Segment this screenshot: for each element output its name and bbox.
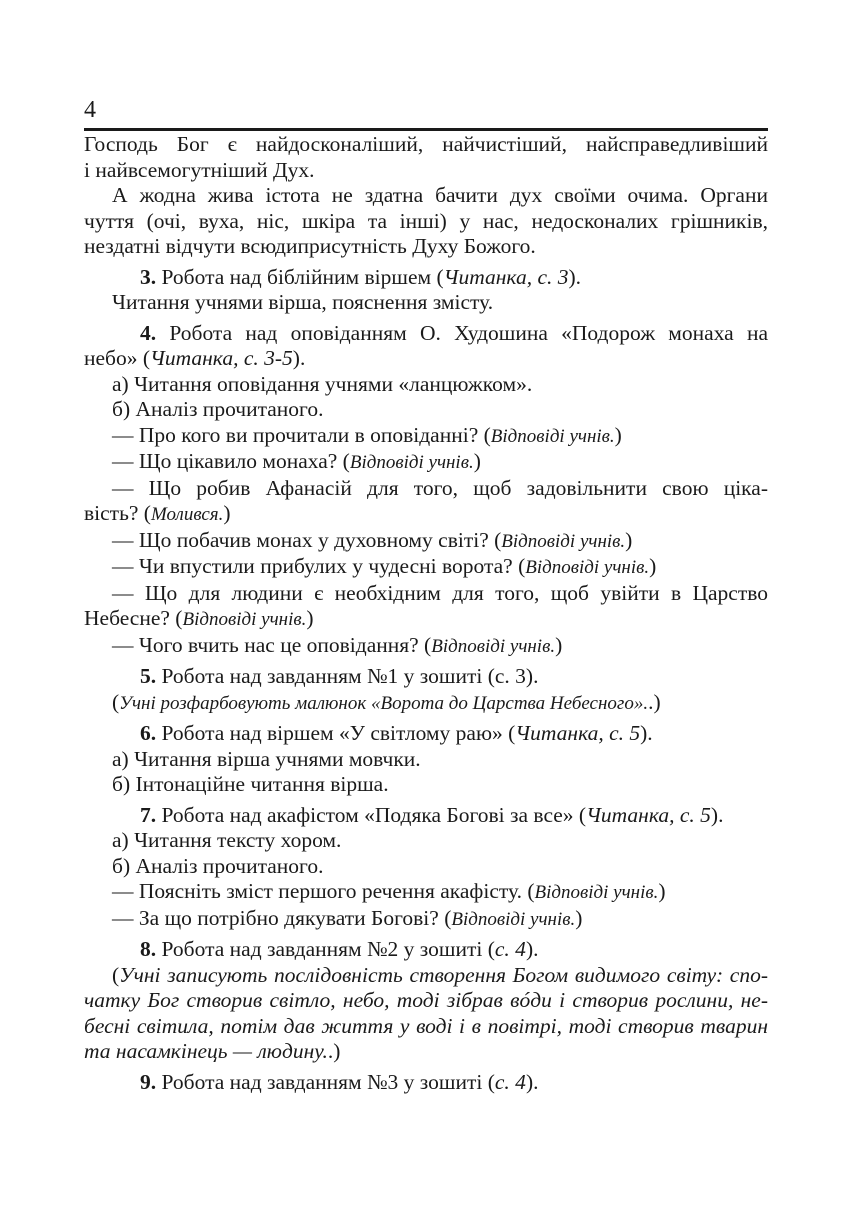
note-text: Учні розфарбовують малюнок «Ворота до Царства Небесного».	[119, 692, 649, 714]
punctuation: )	[614, 422, 622, 447]
page-number: 4	[84, 97, 96, 123]
paragraph-line: А жодна жива істота не здатна бачити дух своїми очима. Органи	[112, 183, 768, 207]
question-text: Небесне? (	[84, 606, 183, 630]
question-text: — Чи впустили прибулих у чудесні ворота? (	[112, 554, 526, 578]
reader-reference: Читанка, с. 5	[515, 721, 641, 745]
punctuation: ).	[710, 802, 724, 827]
answer-text: Молився.	[150, 504, 224, 525]
question-line	[84, 501, 768, 528]
paragraph-line: чуття (очі, вуха, ніс, шкіра та інші) у нас, недосконалих грішників,	[84, 208, 768, 233]
question-line	[84, 554, 768, 581]
answer-text: Відповіді учнів.	[349, 452, 474, 473]
question-text: — Що побачив монах у духовному світі? (	[112, 527, 502, 552]
question-line	[84, 906, 768, 933]
answer-text: Відповіді учнів.	[182, 609, 307, 630]
question-line	[84, 879, 768, 906]
section-text: Робота над акафістом «Подяка Богові за все» (	[156, 802, 587, 827]
section-text: небо» (	[84, 346, 151, 370]
section-6-heading	[84, 721, 768, 747]
question-line	[84, 423, 768, 450]
punctuation: )	[575, 905, 583, 930]
reader-reference: Читанка, с. 3	[443, 264, 569, 289]
reader-reference: Читанка, с. 3-5	[150, 346, 293, 370]
section-text: Робота над віршем «У світлому раю» (	[156, 721, 516, 745]
question-line	[84, 449, 768, 476]
section-text: Робота над оповіданням О. Худошина «Подорож монаха на	[156, 320, 768, 345]
note-text: та насамкінець — людину.	[84, 1039, 328, 1063]
question-text: — Про кого ви прочитали в оповіданні? (	[112, 422, 491, 447]
paragraph-line: і найвсемогутніший Дух.	[84, 157, 315, 182]
section-8-heading	[84, 937, 768, 963]
section-number: 3.	[140, 264, 157, 289]
page	[84, 96, 768, 1095]
punctuation: )	[473, 449, 481, 473]
punctuation: ).	[525, 937, 539, 961]
answer-text: Відповіді учнів.	[534, 882, 659, 903]
punctuation: )	[555, 632, 563, 657]
section-5-note	[84, 690, 768, 717]
note-line: бесні світила, потім дав життя у воді і в повітрі, тоді створив тварин	[84, 1013, 768, 1038]
question-line: — Що робив Афанасій для того, щоб задовільнити свою ціка-	[112, 475, 768, 500]
section-text: Робота над завданням №2 у зошиті (	[156, 937, 495, 961]
question-text: — Поясніть зміст першого речення акафісту. (	[112, 879, 535, 903]
punctuation: )	[306, 606, 314, 630]
question-line	[84, 528, 768, 555]
section-number: 6.	[140, 721, 157, 745]
list-item: б) Аналіз прочитаного.	[112, 397, 324, 421]
punctuation: ).	[640, 721, 653, 745]
note-line: чатку Бог створив світло, небо, тоді зібрав вóди і створив рослини, не-	[84, 988, 768, 1012]
question-text: — Що цікавило монаха? (	[112, 449, 350, 473]
section-text: Робота над завданням №1 у зошиті (с. 3).	[156, 664, 539, 688]
question-line	[84, 606, 768, 633]
section-number: 9.	[140, 1069, 157, 1094]
punctuation: .)	[648, 689, 661, 714]
list-item: б) Інтонаційне читання вірша.	[112, 772, 389, 796]
section-5-heading	[84, 664, 768, 690]
punctuation: ).	[568, 264, 582, 289]
punctuation: )	[649, 554, 657, 578]
punctuation: .)	[327, 1039, 341, 1063]
answer-text: Відповіді учнів.	[501, 530, 626, 552]
question-text: — Чого вчить нас це оповідання? (	[112, 632, 432, 657]
punctuation: (	[112, 962, 120, 987]
note-line	[84, 1039, 768, 1065]
answer-text: Відповіді учнів.	[451, 908, 576, 930]
punctuation: )	[658, 879, 666, 903]
answer-text: Відповіді учнів.	[431, 635, 556, 657]
punctuation: )	[223, 501, 231, 525]
list-item: а) Читання оповідання учнями «ланцюжком».	[112, 371, 533, 396]
section-text: Робота над завданням №3 у зошиті (	[156, 1069, 495, 1094]
section-number: 5.	[140, 664, 157, 688]
question-line: — Що для людини є необхідним для того, щоб увійти в Царство	[112, 580, 768, 605]
punctuation: (	[112, 689, 120, 714]
note-line	[84, 963, 768, 989]
list-item: а) Читання вірша учнями мовчки.	[112, 746, 421, 771]
section-number: 8.	[140, 937, 157, 961]
answer-text: Відповіді учнів.	[490, 425, 615, 447]
punctuation: )	[625, 527, 633, 552]
punctuation: ).	[292, 346, 306, 370]
answer-text: Відповіді учнів.	[525, 557, 650, 578]
reader-reference: с. 4	[494, 1069, 526, 1094]
reader-reference: с. 4	[494, 937, 526, 961]
paragraph-line: нездатні відчути всюдиприсутність Духу Божого.	[84, 234, 536, 258]
section-number: 4.	[140, 320, 157, 345]
note-text: Учні записують послідовність створення Богом видимого світу: спо-	[119, 962, 768, 987]
section-7-heading	[84, 803, 768, 829]
section-9-heading	[84, 1070, 768, 1096]
reader-reference: Читанка, с. 5	[586, 802, 711, 827]
header-rule	[84, 128, 768, 131]
section-4-line	[84, 346, 768, 372]
list-item: а) Читання тексту хором.	[112, 828, 342, 852]
question-line	[84, 633, 768, 660]
section-number: 7.	[140, 802, 157, 827]
paragraph-line: Господь Бог є найдосконаліший, найчистіший, найсправедливіший	[84, 132, 768, 156]
question-text: вість? (	[84, 501, 151, 525]
punctuation: ).	[525, 1069, 539, 1094]
section-4-heading	[84, 321, 768, 347]
section-3-line: Читання учнями вірша, пояснення змісту.	[112, 290, 494, 314]
section-3-heading	[84, 265, 768, 291]
question-text: — За що потрібно дякувати Богові? (	[112, 905, 452, 930]
list-item: б) Аналіз прочитаного.	[112, 853, 324, 878]
section-text: Робота над біблійним віршем (	[156, 264, 444, 289]
